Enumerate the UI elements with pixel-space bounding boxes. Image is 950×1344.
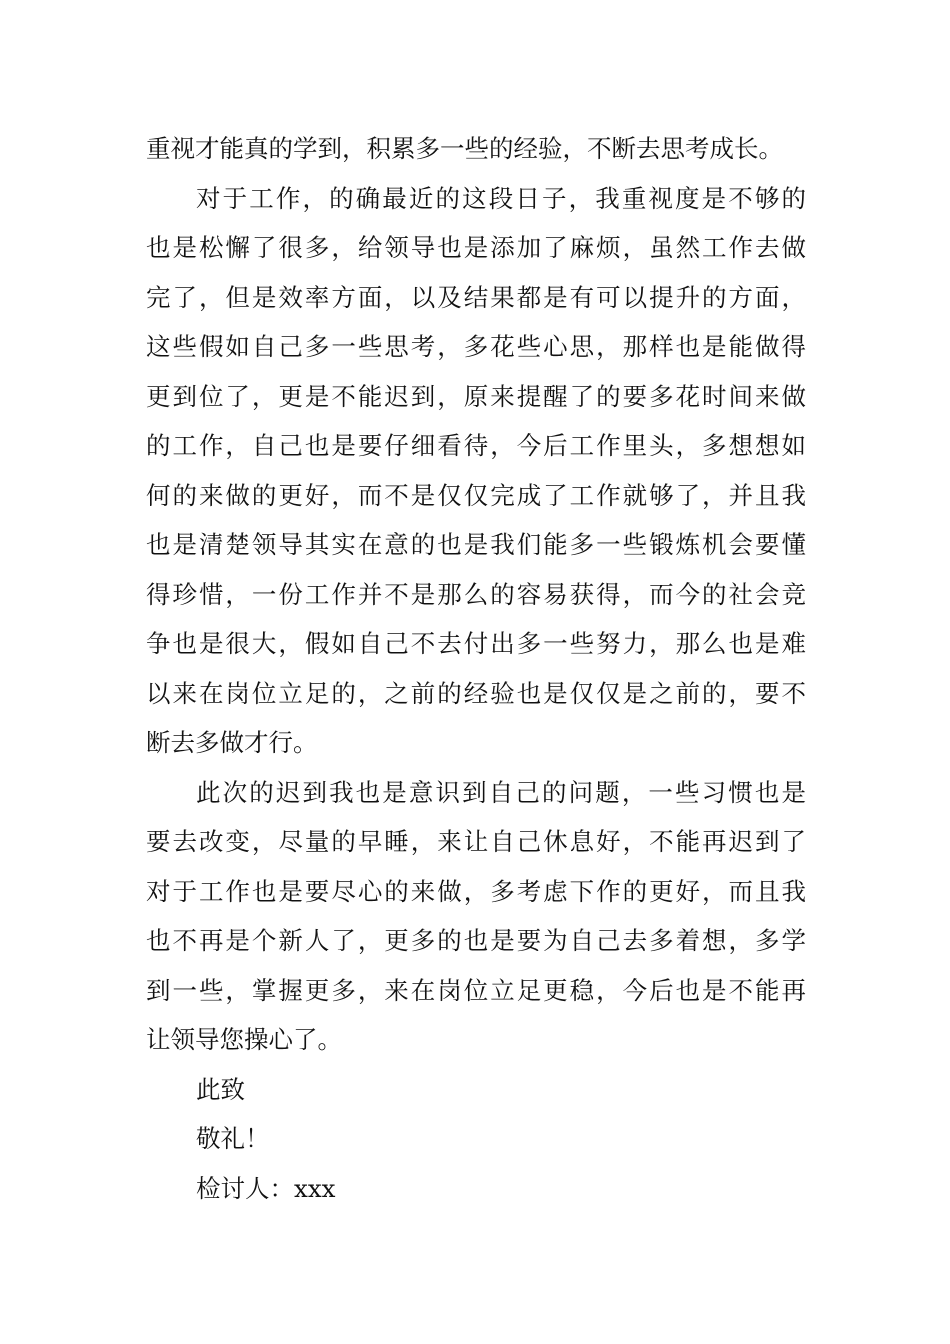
text-line: 对于工作，的确最近的这段日子，我重视度是不够的 <box>196 183 806 213</box>
document-page <box>146 124 806 1213</box>
text-line: 这些假如自己多一些思考，多花些心思，那样也是能做得 <box>146 332 806 361</box>
text-line: 要去改变，尽量的早睡，来让自己休息好，不能再迟到了 <box>146 827 806 856</box>
text-line: 争也是很大，假如自己不去付出多一些努力，那么也是难 <box>146 629 806 658</box>
text-line: 此次的迟到我也是意识到自己的问题，一些习惯也是 <box>196 777 806 807</box>
text-line: 到一些，掌握更多，来在岗位立足更稳，今后也是不能再 <box>146 975 806 1005</box>
paragraph-work <box>146 174 806 768</box>
text-line: 更到位了，更是不能迟到，原来提醒了的要多花时间来做 <box>146 381 806 411</box>
text-line: 也是清楚领导其实在意的也是我们能多一些锻炼机会要懂 <box>146 530 806 559</box>
text-line: 断去多做才行。 <box>146 728 318 757</box>
signature: 检讨人：xxx <box>196 1173 336 1203</box>
text-line: 完了，但是效率方面，以及结果都是有可以提升的方面， <box>146 282 806 312</box>
text-line: 也是松懈了很多，给领导也是添加了麻烦，虽然工作去做 <box>146 233 806 262</box>
paragraph-change <box>146 768 806 1065</box>
text-line: 以来在岗位立足的，之前的经验也是仅仅是之前的，要不 <box>146 678 806 708</box>
text-line: 让领导您操心了。 <box>146 1025 342 1054</box>
text-line: 何的来做的更好，而不是仅仅完成了工作就够了，并且我 <box>146 480 806 510</box>
closing-salutation: 此致 <box>196 1074 245 1104</box>
text-line: 也不再是个新人了，更多的也是要为自己去多着想，多学 <box>146 926 806 955</box>
letter-closing <box>146 1065 806 1214</box>
closing-respect: 敬礼！ <box>196 1124 270 1153</box>
paragraph-intro-tail <box>146 124 806 174</box>
text-line: 重视才能真的学到，积累多一些的经验，不断去思考成长。 <box>146 134 783 163</box>
text-line: 得珍惜，一份工作并不是那么的容易获得，而今的社会竞 <box>146 579 806 609</box>
text-line: 对于工作也是要尽心的来做，多考虑下作的更好，而且我 <box>146 876 806 906</box>
text-line: 的工作，自己也是要仔细看待，今后工作里头，多想想如 <box>146 431 806 460</box>
